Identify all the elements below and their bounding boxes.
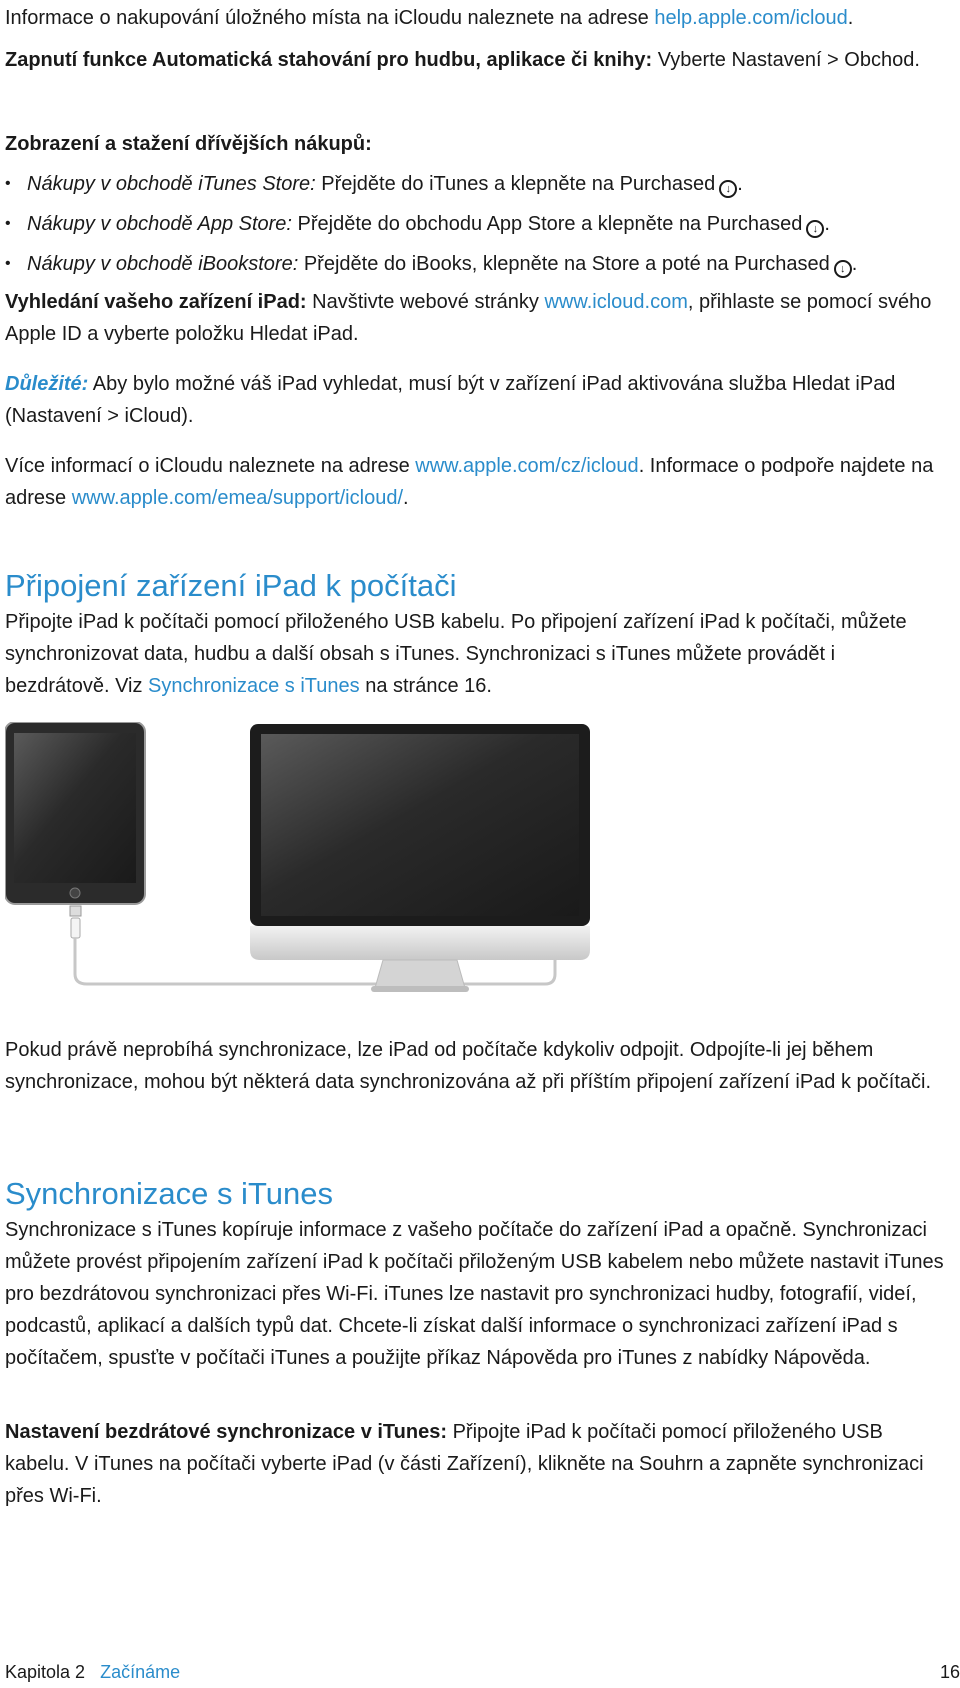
imac-device <box>250 724 590 992</box>
purchased-icon: ↓ <box>834 260 852 278</box>
page-footer <box>5 1660 960 1684</box>
purchases-list <box>5 168 945 288</box>
page-number: 16 <box>939 1662 960 1682</box>
punctuation: . <box>403 487 409 509</box>
apple-icloud-link[interactable]: www.apple.com/cz/icloud <box>415 455 639 477</box>
list-item-label: Nákupy v obchodě iTunes Store: <box>27 173 316 195</box>
wireless-sync-heading: Nastavení bezdrátové synchronizace v iTunes: <box>5 1421 448 1443</box>
sync-section-heading: Synchronizace s iTunes <box>5 1176 333 1211</box>
paragraph-text: . Informace o podpoře najdete na adrese <box>5 455 934 509</box>
paragraph-text: Navštivte webové stránky <box>306 291 545 313</box>
list-item-text: Přejděte do iBooks, klepněte na Store a poté na Purchased <box>298 253 830 275</box>
paragraph-text: Více informací o iCloudu naleznete na adrese <box>5 455 416 477</box>
list-item-label: Nákupy v obchodě App Store: <box>27 213 292 235</box>
wireless-sync-paragraph <box>5 1416 945 1512</box>
punctuation: . <box>851 253 858 275</box>
punctuation: . <box>847 7 854 29</box>
paragraph-text: Připojte iPad k počítači pomocí přiloženého USB kabelu. Po připojení zařízení iPad k počítači, můžete synchronizovat data, hudbu a další obsah s iTunes. Synchronizaci s iTunes můžete provádět i bezdrátově. Viz <box>5 611 907 697</box>
paragraph-text: Připojte iPad k počítači pomocí přiloženého USB kabelu. V iTunes na počítači vyberte iPad (v části Zařízení), klikněte na Souhrn a zapněte synchronizaci přes Wi-Fi. <box>5 1421 924 1507</box>
more-info-paragraph <box>5 450 945 514</box>
ipad-device <box>5 722 145 904</box>
auto-download-heading: Zapnutí funkce Automatická stahování pro hudbu, aplikace či knihy: <box>5 49 653 71</box>
ipad-imac-illustration <box>5 722 605 1002</box>
important-note <box>5 368 945 432</box>
icloud-storage-paragraph <box>5 2 945 34</box>
auto-download-paragraph <box>5 44 945 76</box>
icloud-com-link[interactable]: www.icloud.com <box>544 291 688 313</box>
paragraph-text: na stránce 16. <box>359 675 492 697</box>
paragraph-text: Aby bylo možné váš iPad vyhledat, musí být v zařízení iPad aktivována služba Hledat iPad (Nastavení > iCloud). <box>5 373 896 427</box>
punctuation: . <box>824 213 830 235</box>
help-icloud-link[interactable]: help.apple.com/icloud <box>654 7 848 29</box>
list-item <box>5 248 945 288</box>
connect-section-heading: Připojení zařízení iPad k počítači <box>5 568 457 603</box>
list-item-label: Nákupy v obchodě iBookstore: <box>27 253 299 275</box>
sync-paragraph: Synchronizace s iTunes kopíruje informace z vašeho počítače do zařízení iPad a opačně. Synchronizaci můžete provést připojením zařízení iPad k počítači přiloženým USB kabelem nebo můžete nastavit iTunes pro bezdrátovou synchronizaci přes Wi-Fi. iTunes lze nastavit pro synchronizaci hudby, fotografií, videí, podcastů, aplikací a dalších typů dat. Chcete-li získat další informace o synchronizaci zařízení iPad s počítačem, spusťte v počítači iTunes a použijte příkaz Nápověda pro iTunes z nabídky Nápověda. <box>5 1219 944 1369</box>
paragraph-text: Informace o nakupování úložného místa na iCloudu naleznete na adrese <box>5 7 655 29</box>
connect-paragraph <box>5 606 945 702</box>
past-purchases-label: Zobrazení a stažení dřívějších nákupů: <box>5 133 372 155</box>
paragraph-text: Vyberte Nastavení > Obchod. <box>652 49 920 71</box>
footer-chapter-title[interactable]: Začínáme <box>100 1662 181 1682</box>
purchased-icon: ↓ <box>719 180 737 198</box>
past-purchases-heading <box>5 128 945 160</box>
purchased-icon: ↓ <box>806 220 824 238</box>
find-ipad-heading: Vyhledání vašeho zařízení iPad: <box>5 291 307 313</box>
find-ipad-paragraph <box>5 286 945 350</box>
disconnect-paragraph: Pokud právě neprobíhá synchronizace, lze iPad od počítače kdykoliv odpojit. Odpojíte-li jej během synchronizace, mohou být některá data synchronizována až při příštím připojení zařízení iPad k počítači. <box>5 1039 932 1093</box>
list-item <box>5 168 945 208</box>
punctuation: . <box>737 173 743 195</box>
list-item <box>5 208 945 248</box>
list-item-text: Přejděte do iTunes a klepněte na Purchased <box>315 173 716 195</box>
sync-itunes-link[interactable]: Synchronizace s iTunes <box>148 675 360 697</box>
important-label: Důležité: <box>5 373 89 395</box>
footer-chapter: Kapitola 2 <box>5 1662 86 1682</box>
list-item-text: Přejděte do obchodu App Store a klepněte na Purchased <box>291 213 803 235</box>
paragraph-text: , přihlaste se pomocí svého Apple ID a vyberte položku Hledat iPad. <box>5 291 932 345</box>
apple-support-link[interactable]: www.apple.com/emea/support/icloud/ <box>71 487 403 509</box>
